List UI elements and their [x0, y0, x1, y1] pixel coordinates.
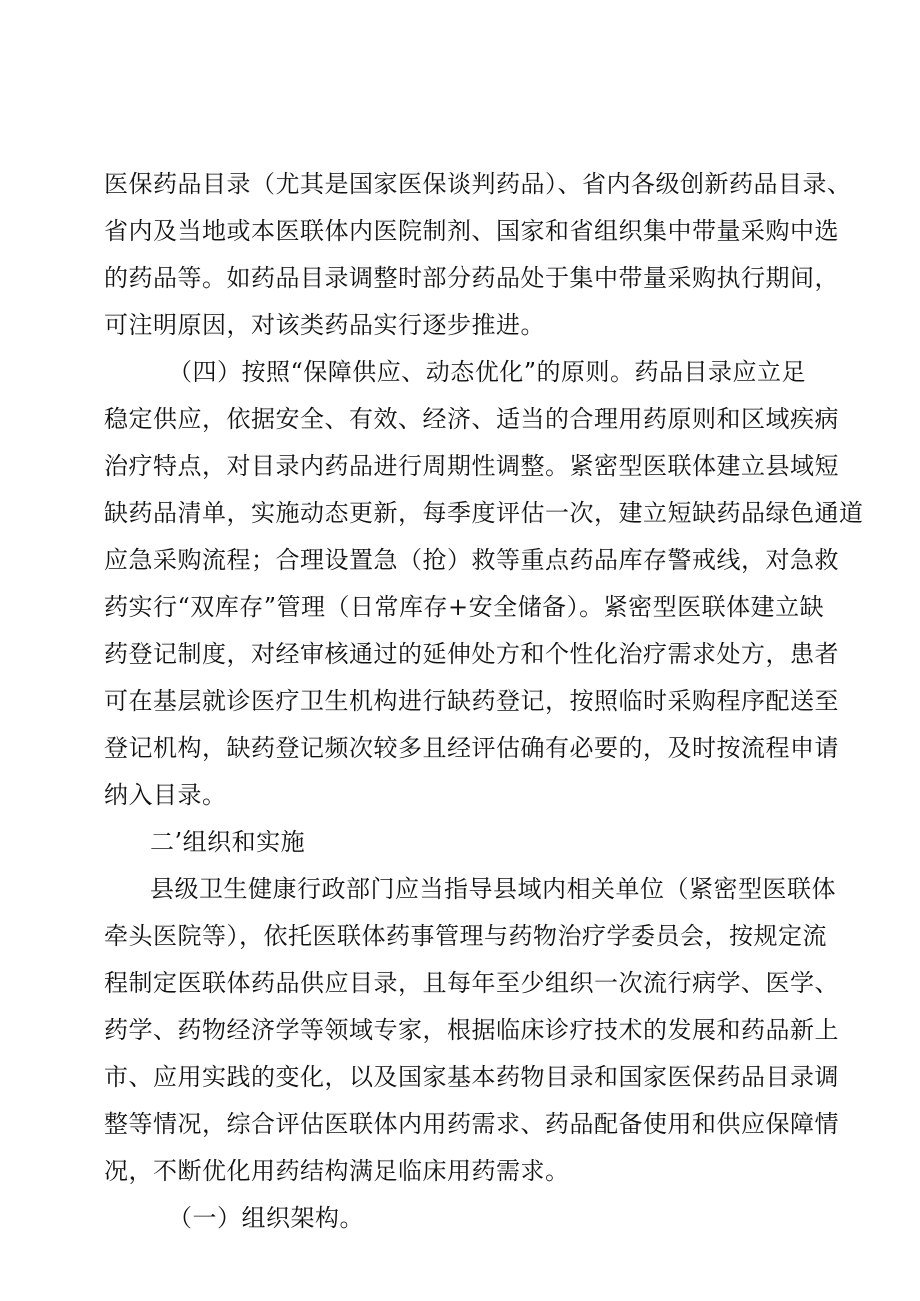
text-line: 程制定医联体药品供应目录，且每年至少组织一次流行病学、医学、 — [104, 969, 839, 997]
text-line: 药学、药物经济学等领域专家，根据临床诊疗技术的发展和药品新上 — [104, 1016, 839, 1044]
text-line: 整等情况，综合评估医联体内用药需求、药品配备使用和供应保障情 — [104, 1110, 839, 1138]
text-line: 缺药品清单，实施动态更新，每季度评估一次，建立短缺药品绿色通道 — [104, 499, 864, 527]
section-heading-text: 二’组织和实施 — [150, 828, 306, 856]
document-body — [104, 161, 864, 1242]
text-line: 牵头医院等），依托医联体药事管理与药物治疗学委员会，按规定流 — [104, 922, 827, 950]
text-line: 的药品等。如药品目录调整时部分药品处于集中带量采购执行期间， — [104, 264, 839, 292]
text-line: 纳入目录。 — [104, 781, 227, 809]
text-line: 医保药品目录（尤其是国家医保谈判药品）、省内各级创新药品目录、 — [104, 170, 852, 198]
text-line: 况，不断优化用药结构满足临床用药需求。 — [104, 1157, 570, 1185]
text-line: 省内及当地或本医联体内医院制剂、国家和省组织集中带量采购中选 — [104, 217, 839, 245]
text-line: 稳定供应，依据安全、有效、经济、适当的合理用药原则和区域疾病 — [104, 405, 839, 433]
text-line: 可在基层就诊医疗卫生机构进行缺药登记，按照临时采购程序配送至 — [104, 687, 839, 715]
paragraph-principle-four — [104, 349, 864, 819]
text-line: （四）按照“保障供应、动态优化”的原则。药品目录应立足 — [168, 358, 807, 386]
paragraph-organization — [104, 866, 839, 1195]
text-line: 县级卫生健康行政部门应当指导县域内相关单位（紧密型医联体 — [150, 875, 836, 903]
text-line: 登记机构，缺药登记频次较多且经评估确有必要的，及时按流程申请 — [104, 734, 839, 762]
section-heading — [104, 819, 820, 866]
text-line: 可注明原因，对该类药品实行逐步推进。 — [104, 311, 545, 339]
text-line: 治疗特点，对目录内药品进行周期性调整。紧密型医联体建立县域短 — [104, 452, 839, 480]
text-line: 应急采购流程；合理设置急（抢）救等重点药品库存警戒线，对急救 — [104, 546, 839, 574]
text-line: 药登记制度，对经审核通过的延伸处方和个性化治疗需求处方，患者 — [104, 640, 839, 668]
subsection-heading — [104, 1195, 820, 1242]
text-line: 市、应用实践的变化，以及国家基本药物目录和国家医保药品目录调 — [104, 1063, 839, 1091]
paragraph-drug-scope — [104, 161, 852, 349]
subsection-heading-text: （一）组织架构。 — [168, 1204, 364, 1232]
text-line: 药实行“双库存”管理（日常库存+安全储备）。紧密型医联体建立缺 — [104, 593, 825, 621]
